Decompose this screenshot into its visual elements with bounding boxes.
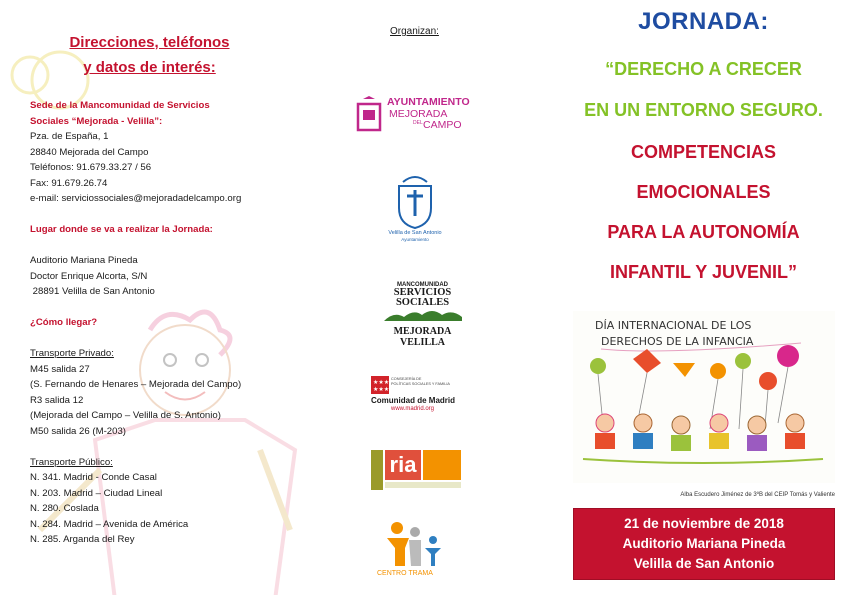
publico-line: N. 280. Coslada [30,503,99,514]
event-date: 21 de noviembre de 2018 [624,516,784,531]
people-silhouettes-icon [384,309,462,321]
directions-text [30,30,290,548]
publico-line: N. 285. Arganda del Rey [30,534,135,545]
comunidad-madrid-logo: ★★★ ★★★ CONSEJERÍA DE POLÍTICAS SOCIALES Y FAMILIA Comunidad de Madrid www.madrid.org [371,377,455,412]
velilla-shield-icon [395,174,435,230]
svg-text:★★★: ★★★ [373,379,389,386]
ria-people-icon [423,450,461,480]
publico-line: N. 284. Madrid – Avenida de América [30,518,189,530]
madrid-stars-icon [371,376,389,394]
event-subtitle-line: EMOCIONALES [636,182,771,202]
centro-trama-logo: CENTRO TRAMA [375,520,455,582]
event-title-line: “DERECHO A CRECER [605,59,802,79]
mancomunidad-logo: MANCOMUNIDAD SERVICIOS SOCIALES MEJORADA VELILLA [380,282,465,346]
sede-heading: Sede de la Mancomunidad de Servicios [30,100,210,111]
sede-email[interactable]: e-mail: serviciossociales@mejoradadelcampo.org [30,193,242,204]
directions-title: Direcciones, teléfonos y datos de interés: [69,34,230,76]
drawing-credit: Alba Escudero Jiménez de 3ºB del CEIP Tomás y Valiente [680,492,835,498]
lugar-line: 28891 Velilla de San Antonio [30,286,155,297]
sede-postal: 28840 Mejorada del Campo [30,146,149,158]
sede-address: Pza. de España, 1 [30,131,109,142]
event-subtitle-line: PARA LA AUTONOMÍA [607,222,800,242]
privado-line: (Mejorada del Campo – Velilla de S. Antonio) [30,410,221,421]
velilla-logo: Velilla de San Antonio Ayuntamiento [375,174,455,246]
privado-line: M45 salida 27 [30,363,90,375]
svg-text:★★★: ★★★ [373,386,389,393]
como-llegar-heading: ¿Cómo llegar? [30,317,98,328]
ria-logo: ria [371,448,461,490]
ayuntamiento-mejorada-logo: AYUNTAMIENTO MEJORADA DEL CAMPO [355,92,490,142]
event-title-line: EN UN ENTORNO SEGURO. [584,100,823,120]
transporte-publico-heading: Transporte Público: [30,456,113,468]
sede-fax: Fax: 91.679.26.74 [30,177,108,189]
organizan-label: Organizan: [390,26,439,37]
directions-panel [0,0,300,595]
organizers-panel [345,0,490,595]
publico-line: N. 341. Madrid - Conde Casal [30,472,157,483]
sede-phones: Teléfonos: 91.679.33.27 / 56 [30,162,152,173]
transporte-privado-heading: Transporte Privado: [30,348,114,359]
privado-line: (S. Fernando de Henares – Mejorada del Campo) [30,379,242,390]
cover-panel [565,0,842,595]
event-town: Velilla de San Antonio [633,556,775,571]
sede-heading-2: Sociales “Mejorada - Velilla”: [30,115,163,127]
children-rights-drawing [573,311,835,483]
event-subtitle-line: INFANTIL Y JUVENIL” [609,262,798,282]
svg-text:DERECHOS DE LA INFANCIA: DERECHOS DE LA INFANCIA [601,335,754,348]
svg-text:DÍA INTERNACIONAL DE LOS: DÍA INTERNACIONAL DE LOS [595,319,752,332]
privado-line: R3 salida 12 [30,394,84,406]
jornada-title: JORNADA: [638,8,769,35]
trama-people-icon [375,520,445,570]
event-info-box [573,508,835,580]
drawing-illustration [573,311,835,483]
publico-line: N. 203. Madrid – Ciudad Lineal [30,487,163,499]
mejorada-emblem-icon [355,96,385,136]
lugar-heading: Lugar donde se va a realizar la Jornada: [30,224,213,235]
lugar-line: Doctor Enrique Alcorta, S/N [30,270,148,282]
sede-section [30,98,290,548]
lugar-line: Auditorio Mariana Pineda [30,255,138,266]
event-subtitle-line: COMPETENCIAS [630,142,776,162]
event-venue: Auditorio Mariana Pineda [622,536,786,551]
privado-line: M50 salida 26 (M-203) [30,425,126,437]
